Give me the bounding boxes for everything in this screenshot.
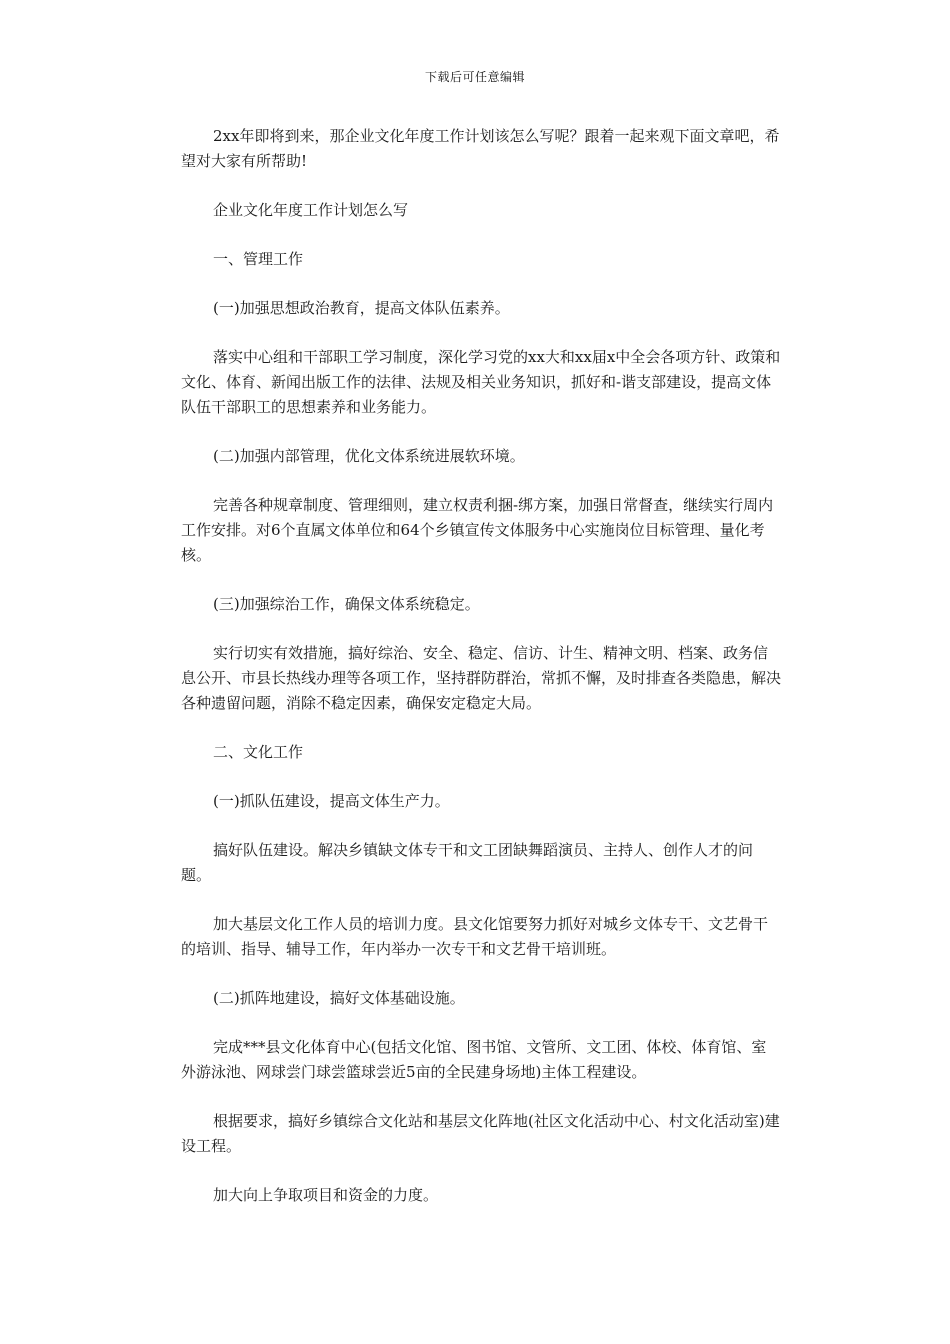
body-paragraph: 完善各种规章制度、管理细则，建立权责利捆-绑方案，加强日常督查，继续实行周内工作安排。对6个直属文体单位和64个乡镇宣传文体服务中心实施岗位目标管理、量化考核。 xyxy=(181,496,774,564)
body-paragraph: 加大向上争取项目和资金的力度。 xyxy=(213,1186,439,1204)
subsection-heading: (一)抓队伍建设，提高文体生产力。 xyxy=(213,792,450,810)
section-heading: 二、文化工作 xyxy=(213,743,304,761)
body-paragraph: 根据要求，搞好乡镇综合文化站和基层文化阵地(社区文化活动中心、村文化活动室)建设工程。 xyxy=(181,1112,780,1155)
subsection-heading: (二)抓阵地建设，搞好文体基础设施。 xyxy=(213,989,465,1007)
body-paragraph: 落实中心组和干部职工学习制度，深化学习党的xx大和xx届x中全会各项方针、政策和文化、体育、新闻出版工作的法律、法规及相关业务知识，抓好和-谐支部建设，提高文体队伍干部职工的思想素养和业务能力。 xyxy=(181,348,781,416)
subsection-heading: (二)加强内部管理，优化文体系统进展软环境。 xyxy=(213,447,525,465)
section-heading: 一、管理工作 xyxy=(213,250,304,268)
subsection-heading: (一)加强思想政治教育，提高文体队伍素养。 xyxy=(213,299,510,317)
body-paragraph: 加大基层文化工作人员的培训力度。县文化馆要努力抓好对城乡文体专干、文艺骨干的培训、指导、辅导工作，年内举办一次专干和文艺骨干培训班。 xyxy=(181,915,769,958)
document-title: 企业文化年度工作计划怎么写 xyxy=(213,201,409,219)
body-paragraph: 完成***县文化体育中心(包括文化馆、图书馆、文管所、文工团、体校、体育馆、室外游泳池、网球尝门球尝篮球尝近5亩的全民建身场地)主体工程建设。 xyxy=(181,1038,767,1081)
body-paragraph: 搞好队伍建设。解决乡镇缺文体专干和文工团缺舞蹈演员、主持人、创作人才的问题。 xyxy=(181,841,754,884)
header-note: 下载后可任意编辑 xyxy=(424,70,525,84)
document-body xyxy=(181,124,781,1232)
body-paragraph: 实行切实有效措施，搞好综治、安全、稳定、信访、计生、精神文明、档案、政务信息公开、市县长热线办理等各项工作，坚持群防群治，常抓不懈，及时排查各类隐患，解决各种遗留问题，消除不稳定因素，确保安定稳定大局。 xyxy=(181,644,782,712)
intro-paragraph: 2xx年即将到来，那企业文化年度工作计划该怎么写呢？跟着一起来观下面文章吧，希望对大家有所帮助! xyxy=(181,127,780,170)
subsection-heading: (三)加强综治工作，确保文体系统稳定。 xyxy=(213,595,480,613)
